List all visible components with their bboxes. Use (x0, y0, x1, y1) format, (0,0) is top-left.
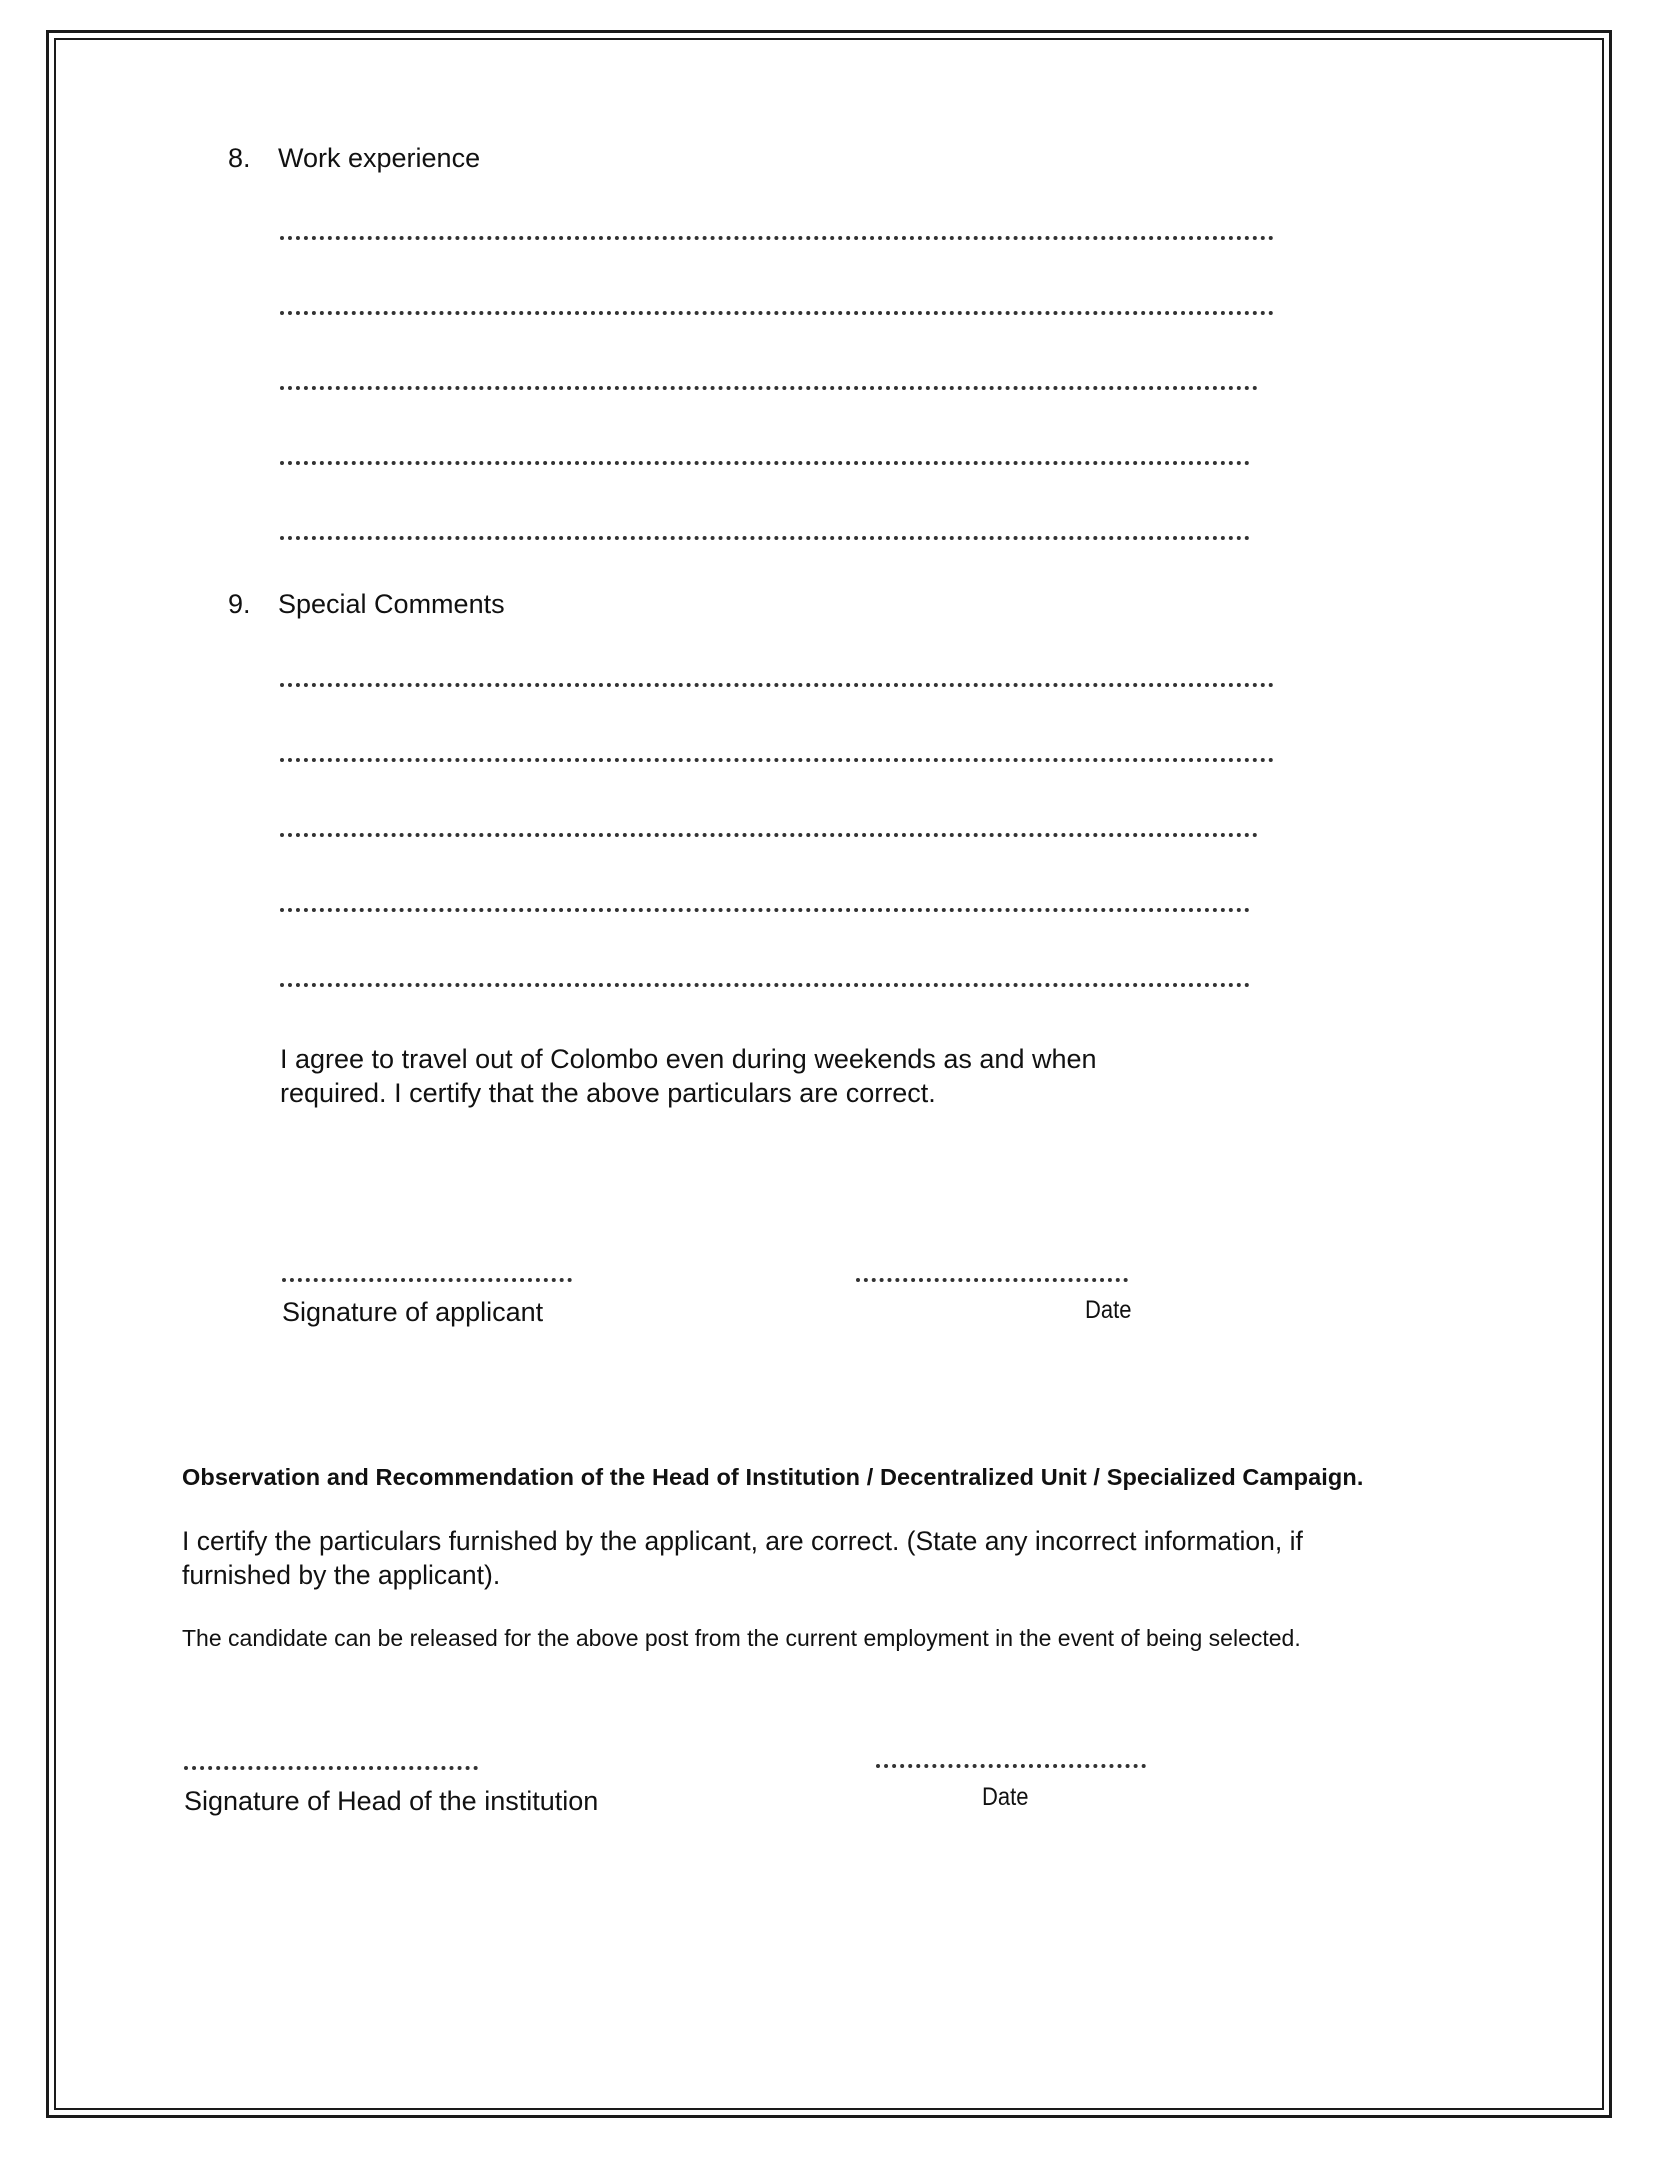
head-date-line[interactable] (876, 1764, 1146, 1768)
applicant-declaration (280, 1042, 1097, 1110)
section-9-title: Special Comments (278, 589, 505, 619)
applicant-signature-line[interactable] (282, 1278, 572, 1282)
applicant-date-label: Date (1085, 1296, 1132, 1324)
special-comments-line-1[interactable] (280, 683, 1274, 687)
head-certify-line-2: furnished by the applicant). (182, 1560, 501, 1590)
work-experience-line-2[interactable] (280, 311, 1274, 315)
declaration-line-1: I agree to travel out of Colombo even during weekends as and when (280, 1044, 1097, 1074)
declaration-line-2: required. I certify that the above particulars are correct. (280, 1078, 936, 1108)
head-section-heading: Observation and Recommendation of the Head of Institution / Decentralized Unit / Specialized Campaign. (182, 1464, 1364, 1490)
head-date-label: Date (982, 1783, 1029, 1811)
head-signature-label: Signature of Head of the institution (184, 1786, 599, 1816)
work-experience-line-5[interactable] (280, 536, 1250, 540)
special-comments-line-4[interactable] (280, 908, 1250, 912)
head-certify-line-1: I certify the particulars furnished by the applicant, are correct. (State any incorrect information, if (182, 1526, 1303, 1556)
release-statement: The candidate can be released for the above post from the current employment in the event of being selected. (182, 1625, 1301, 1651)
work-experience-line-4[interactable] (280, 461, 1250, 465)
work-experience-line-3[interactable] (280, 386, 1258, 390)
head-signature-line[interactable] (184, 1766, 478, 1770)
applicant-date-line[interactable] (856, 1278, 1128, 1282)
section-8-title: Work experience (278, 143, 481, 173)
section-9-number: 9. (228, 589, 251, 619)
applicant-signature-label: Signature of applicant (282, 1297, 544, 1327)
special-comments-line-2[interactable] (280, 758, 1274, 762)
head-certification (182, 1524, 1303, 1592)
section-8-number: 8. (228, 143, 251, 173)
work-experience-line-1[interactable] (280, 236, 1274, 240)
special-comments-line-3[interactable] (280, 833, 1258, 837)
special-comments-line-5[interactable] (280, 983, 1250, 987)
